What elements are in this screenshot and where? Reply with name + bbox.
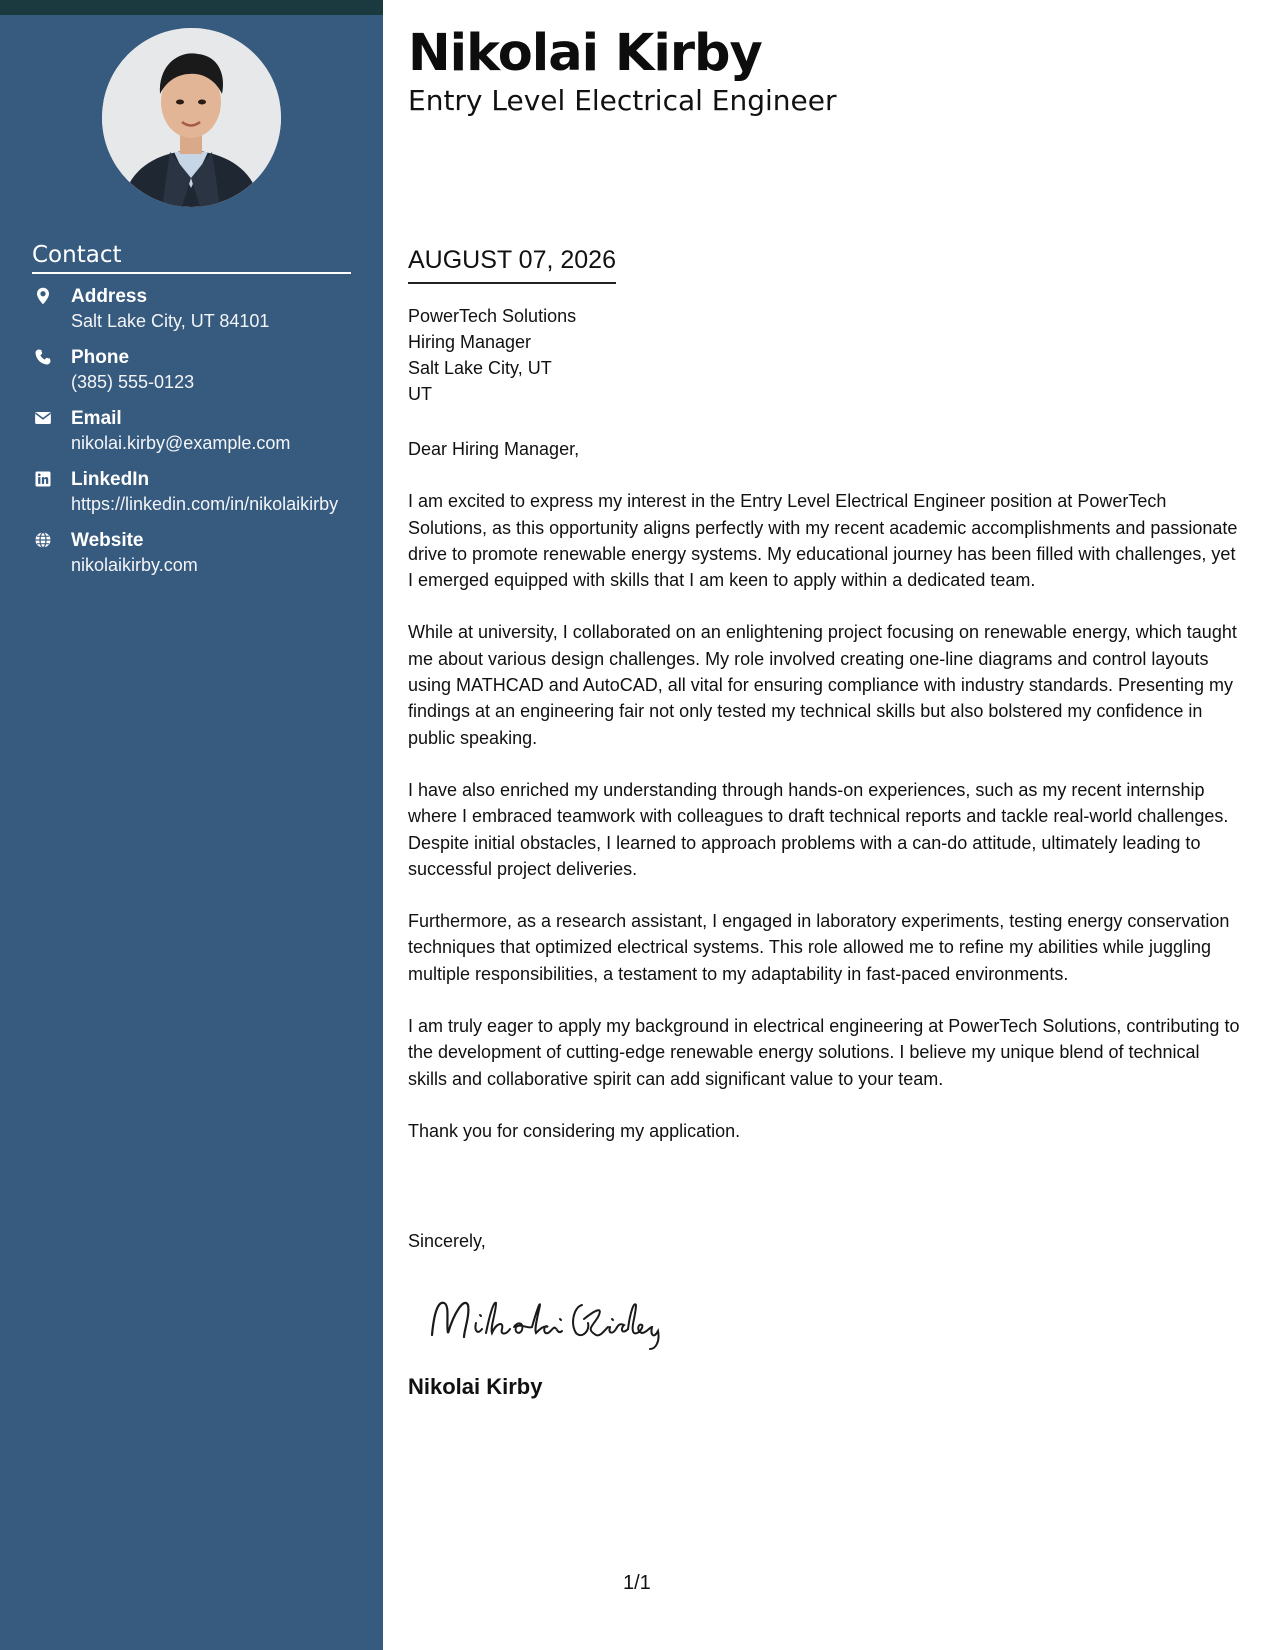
body-paragraph: I have also enriched my understanding through hands-on experiences, such as my recent internship where I embraced teamwork with colleagues to draft technical reports and tackle real-world challenges. Despite initial obstacles, I learned to approach problems with a can-do attitude, ultimately leading to successful project deliveries. [408, 779, 1229, 879]
phone-icon [34, 348, 52, 366]
contact-value-address: Salt Lake City, UT 84101 [71, 311, 270, 331]
recipient-role: Hiring Manager [408, 332, 532, 352]
body-paragraph: Furthermore, as a research assistant, I engaged in laboratory experiments, testing energy conservation techniques that optimized electrical systems. This role allowed me to refine my abilities while juggling multiple responsibilities, a testament to my adaptability in fast-paced environments. [408, 911, 1230, 984]
applicant-name: Nikolai Kirby [408, 24, 762, 83]
letter-body [408, 436, 1243, 1170]
contact-item-phone [32, 346, 352, 394]
recipient-state: UT [408, 384, 432, 404]
closing: Sincerely, [408, 1231, 486, 1251]
contact-list [32, 285, 352, 590]
globe-icon [34, 531, 52, 549]
map-pin-icon [34, 287, 52, 305]
contact-label-address: Address [71, 286, 148, 307]
contact-value-email: nikolai.kirby@example.com [71, 433, 291, 453]
letter-date: AUGUST 07, 2026 [408, 244, 616, 284]
signature-image [424, 1283, 684, 1353]
sidebar-top-bar [0, 0, 383, 15]
body-paragraph: I am truly eager to apply my background in electrical engineering at PowerTech Solutions, contributing to the development of cutting-edge renewable energy solutions. I believe my unique blend of technical skills and collaborative spirit can add significant value to your team. [408, 1016, 1240, 1089]
contact-title: Contact [32, 240, 351, 274]
contact-label-phone: Phone [71, 347, 130, 368]
contact-item-email [32, 407, 352, 455]
contact-label-website: Website [71, 530, 144, 551]
contact-value-website[interactable]: nikolaikirby.com [71, 555, 198, 575]
contact-value-phone: (385) 555-0123 [71, 372, 195, 392]
recipient-city: Salt Lake City, UT [408, 358, 552, 378]
contact-item-linkedin [32, 468, 352, 516]
contact-value-linkedin[interactable]: https://linkedin.com/in/nikolaikirby [71, 494, 339, 514]
body-paragraph: I am excited to express my interest in the Entry Level Electrical Engineer position at PowerTech Solutions, as this opportunity aligns perfectly with my recent academic accomplishments and passionate drive to promote renewable energy systems. My educational journey has been filled with challenges, yet I emerged equipped with skills that I am keen to apply within a dedicated team. [408, 491, 1238, 591]
page-number: 1/1 [623, 1572, 651, 1594]
linkedin-icon [34, 470, 52, 488]
contact-label-linkedin: LinkedIn [71, 469, 150, 490]
contact-label-email: Email [71, 408, 122, 429]
recipient-block [408, 303, 576, 407]
salutation: Dear Hiring Manager, [408, 439, 580, 459]
letter-main [408, 0, 1243, 1650]
body-paragraph: Thank you for considering my application. [408, 1120, 741, 1141]
avatar [102, 28, 281, 207]
contact-item-website [32, 529, 352, 577]
avatar-portrait [102, 28, 281, 207]
envelope-icon [34, 409, 52, 427]
job-title: Entry Level Electrical Engineer [408, 84, 837, 117]
sidebar [0, 0, 383, 1650]
recipient-company: PowerTech Solutions [408, 306, 577, 326]
body-paragraph: While at university, I collaborated on an enlightening project focusing on renewable energy, which taught me about various design challenges. My role involved creating one-line diagrams and control layouts using MATHCAD and AutoCAD, all vital for ensuring compliance with industry standards. Presenting my findings at an engineering fair not only tested my technical skills but also bolstered my confidence in public speaking. [408, 622, 1237, 748]
signer-name: Nikolai Kirby [408, 1374, 543, 1399]
contact-item-address [32, 285, 352, 333]
